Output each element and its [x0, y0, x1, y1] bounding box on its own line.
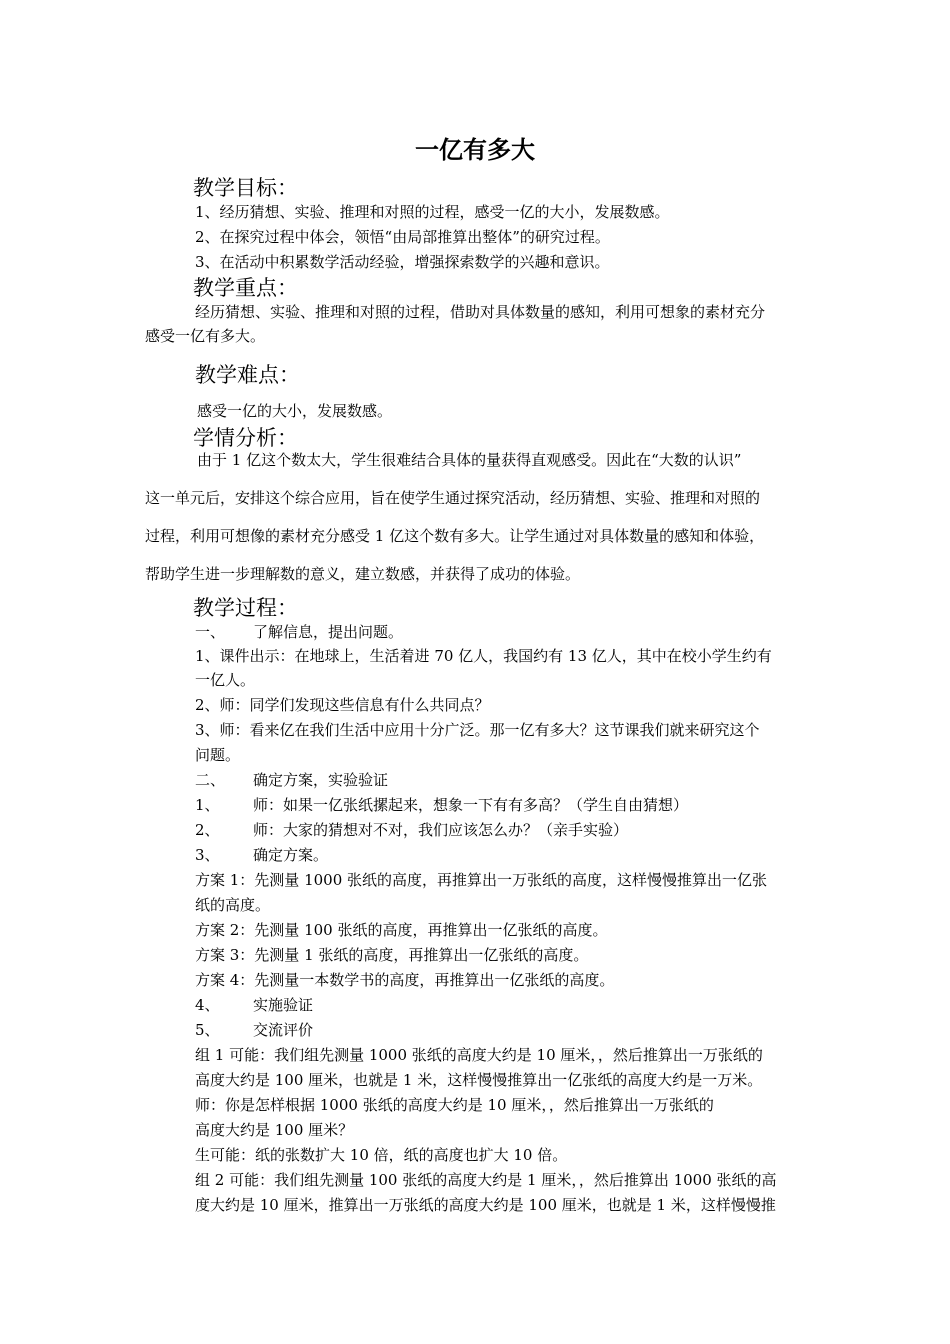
objective-item: 3、在活动中积累数学活动经验，增强探索数学的兴趣和意识。 — [195, 253, 610, 271]
list-text: 实施验证 — [253, 996, 314, 1014]
list-text: 师：如果一亿张纸摞起来，想象一下有有多高？（学生自由猜想） — [253, 796, 689, 814]
plan-text: 方案 4：先测量一本数学书的高度，再推算出一亿张纸的高度。 — [195, 971, 615, 989]
list-text: 了解信息，提出问题。 — [253, 623, 404, 641]
dialogue-text: 生可能：纸的张数扩大 10 倍，纸的高度也扩大 10 倍。 — [195, 1146, 568, 1164]
dialogue-text: 度大约是 10 厘米，推算出一万张纸的高度大约是 100 厘米，也就是 1 米，这样慢慢推 — [195, 1196, 776, 1214]
dialogue-text: 组 1 可能：我们组先测量 1000 张纸的高度大约是 10 厘米，，然后推算出一万张纸的 — [195, 1046, 763, 1064]
plan-text: 纸的高度。 — [195, 896, 271, 914]
dialogue-text: 高度大约是 100 厘米？ — [195, 1121, 354, 1139]
list-text: 确定方案，实验验证 — [253, 771, 389, 789]
plan-text: 方案 2：先测量 100 张纸的高度，再推算出一亿张纸的高度。 — [195, 921, 608, 939]
analysis-text: 由于 1 亿这个数太大，学生很难结合具体的量获得直观感受。因此在“大数的认识” — [197, 451, 742, 469]
list-number: 1、 — [195, 796, 220, 814]
analysis-text: 帮助学生进一步理解数的意义，建立数感，并获得了成功的体验。 — [145, 565, 581, 583]
difficulties-text: 感受一亿的大小，发展数感。 — [197, 402, 393, 420]
list-number: 二、 — [195, 771, 226, 789]
process-text: 2、师：同学们发现这些信息有什么共同点？ — [195, 696, 490, 714]
process-heading: 教学过程： — [193, 596, 298, 620]
key-points-heading: 教学重点： — [193, 276, 298, 300]
key-points-text: 经历猜想、实验、推理和对照的过程，借助对具体数量的感知，利用可想象的素材充分 — [195, 303, 766, 321]
analysis-heading: 学情分析： — [193, 426, 298, 450]
process-step — [195, 795, 688, 815]
difficulties-heading: 教学难点： — [195, 363, 300, 387]
process-step — [195, 995, 313, 1015]
objectives-heading: 教学目标： — [193, 176, 298, 200]
list-text: 确定方案。 — [253, 846, 329, 864]
analysis-text: 这一单元后，安排这个综合应用，旨在使学生通过探究活动，经历猜想、实验、推理和对照的 — [145, 489, 761, 507]
list-text: 交流评价 — [253, 1021, 314, 1039]
analysis-text: 过程，利用可想像的素材充分感受 1 亿这个数有多大。让学生通过对具体数量的感知和体验， — [145, 527, 765, 545]
process-text: 问题。 — [195, 746, 241, 764]
list-number: 4、 — [195, 996, 220, 1014]
process-step — [195, 845, 328, 865]
plan-text: 方案 3：先测量 1 张纸的高度，再推算出一亿张纸的高度。 — [195, 946, 589, 964]
list-text: 师：大家的猜想对不对，我们应该怎么办？（亲手实验） — [253, 821, 629, 839]
plan-text: 方案 1：先测量 1000 张纸的高度，再推算出一万张纸的高度，这样慢慢推算出一亿张 — [195, 871, 768, 889]
process-part-1 — [195, 622, 403, 642]
list-number: 2、 — [195, 821, 220, 839]
dialogue-text: 组 2 可能：我们组先测量 100 张纸的高度大约是 1 厘米，，然后推算出 1000 张纸的高 — [195, 1171, 777, 1189]
list-number: 3、 — [195, 846, 220, 864]
document-title: 一亿有多大 — [415, 136, 535, 164]
dialogue-text: 师：你是怎样根据 1000 张纸的高度大约是 10 厘米，，然后推算出一万张纸的 — [195, 1096, 714, 1114]
objective-item: 1、经历猜想、实验、推理和对照的过程，感受一亿的大小，发展数感。 — [195, 203, 670, 221]
process-step — [195, 820, 628, 840]
list-number: 5、 — [195, 1021, 220, 1039]
dialogue-text: 高度大约是 100 厘米，也就是 1 米，这样慢慢推算出一亿张纸的高度大约是一万米。 — [195, 1071, 763, 1089]
key-points-text: 感受一亿有多大。 — [145, 327, 266, 345]
process-text: 一亿人。 — [195, 671, 256, 689]
list-number: 一、 — [195, 623, 226, 641]
objective-item: 2、在探究过程中体会，领悟“由局部推算出整体”的研究过程。 — [195, 228, 610, 246]
process-text: 3、师：看来亿在我们生活中应用十分广泛。那一亿有多大？这节课我们就来研究这个 — [195, 721, 760, 739]
process-part-2 — [195, 770, 388, 790]
process-text: 1、课件出示：在地球上，生活着进 70 亿人，我国约有 13 亿人，其中在校小学生约有 — [195, 647, 772, 665]
process-step — [195, 1020, 313, 1040]
